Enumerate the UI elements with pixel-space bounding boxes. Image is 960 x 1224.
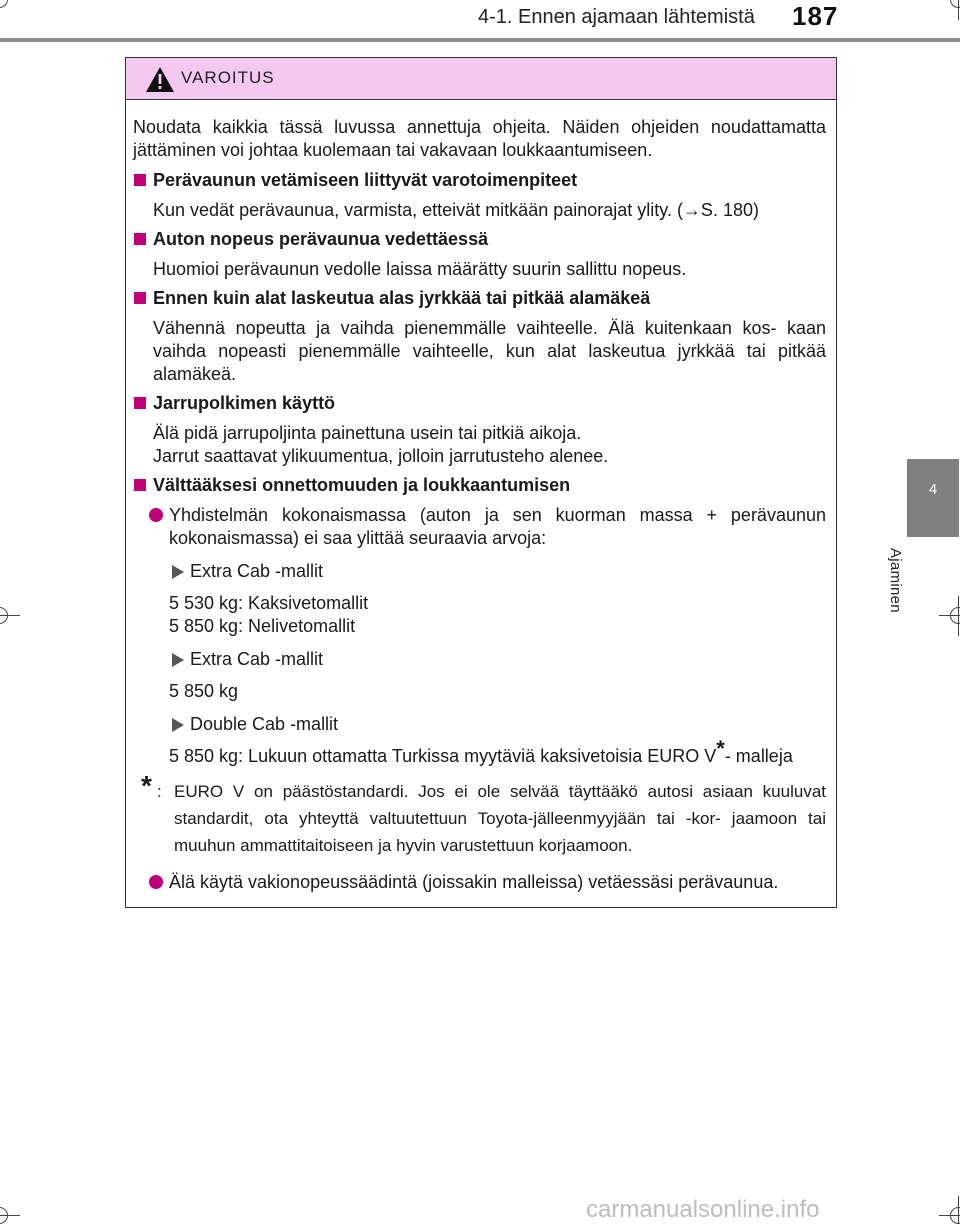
section-marker-icon: [134, 174, 146, 186]
chapter-tab: [907, 459, 959, 537]
crop-mark-bottom-left: [0, 1196, 20, 1224]
page-number: 187: [792, 1, 839, 31]
page-header-title: 4-1. Ennen ajamaan lähtemistä: [478, 6, 755, 28]
arrow-right-icon: [172, 718, 184, 732]
warning-intro: Noudata kaikkia tässä luvussa annettuja ohjeita. Näiden ohjeiden noudattamatta jättäminen voi johtaa kuolemaan tai vakavaan loukkaantumiseen.: [133, 117, 826, 160]
chapter-label: Ajaminen: [887, 548, 904, 613]
header-rule: [0, 38, 960, 42]
warning-header: [126, 58, 836, 100]
section-marker-icon: [134, 479, 146, 491]
model-value: 5 850 kg: [169, 681, 239, 701]
section-body: Huomioi perävaunun vedolle laissa määrätty suurin sallittu nopeus.: [153, 259, 687, 279]
warning-title: VAROITUS: [181, 68, 275, 87]
warning-triangle-icon: [145, 66, 175, 93]
section-body: Vähennä nopeutta ja vaihda pienemmälle vaihteelle. Älä kuitenkaan kos- kaan vaihda nopeasti pienemmälle vaihteelle, kun alat laskeutua jyrkkää tai pitkää alamäkeä.: [153, 318, 826, 384]
watermark: carmanualsonline.info: [586, 1196, 820, 1223]
model-item: Double Cab -mallit: [168, 713, 826, 736]
model-value: 5 850 kg: Lukuun ottamatta Turkissa myytäviä kaksivetoisia EURO V*- malleja: [169, 736, 793, 766]
bullet-item: Älä käytä vakionopeussäädintä (joissakin malleissa) vetäessäsi perävaunua.: [147, 871, 826, 894]
footnote-star: *: [141, 770, 152, 801]
footnote: * : EURO V on päästöstandardi. Jos ei ole selvää täyttääkö autosi asiaan kuuluvat standardit, ota yhteyttä valtuutettuun Toyota-jälleenmyyjään tai -kor- jaamoon tai muuhun ammattitaitoiseen ja hyvin varustettuun korjaamoon.: [141, 770, 826, 855]
crop-mark-mid-right: [939, 596, 960, 636]
section-marker-icon: [134, 397, 146, 409]
section-body-line: Jarrut saattavat ylikuumentua, jolloin jarrutusteho alenee.: [153, 446, 609, 466]
section-title: Jarrupolkimen käyttö: [133, 392, 826, 415]
crop-mark-bottom-right: [939, 1196, 960, 1224]
footnote-ref: *: [716, 736, 725, 761]
crop-mark-mid-left: [0, 596, 20, 636]
model-item: Extra Cab -mallit: [168, 560, 826, 583]
model-value: 5 530 kg: Kaksivetomallit: [169, 593, 369, 613]
section-title: Auton nopeus perävaunua vedettäessä: [133, 228, 826, 251]
crop-mark-top-right: [939, 0, 960, 20]
section-body-line: Älä pidä jarrupoljinta painettuna usein tai pitkiä aikoja.: [153, 423, 582, 443]
bullet-dot-icon: [149, 508, 163, 522]
arrow-right-icon: [172, 653, 184, 667]
warning-body: [126, 100, 836, 894]
crop-mark-top-left: [0, 0, 20, 20]
arrow-right-icon: [172, 565, 184, 579]
bullet-dot-icon: [149, 875, 163, 889]
section-marker-icon: [134, 233, 146, 245]
model-value: 5 850 kg: Nelivetomallit: [169, 616, 356, 636]
section-marker-icon: [134, 292, 146, 304]
warning-box: [125, 57, 837, 908]
bullet-item: Yhdistelmän kokonaismassa (auton ja sen kuorman massa + perävaunun kokonaismassa) ei saa ylittää seuraavia arvoja:: [147, 504, 826, 550]
section-title: Ennen kuin alat laskeutua alas jyrkkää tai pitkää alamäkeä: [133, 287, 826, 310]
section-title: Välttääksesi onnettomuuden ja loukkaantumisen: [133, 474, 826, 497]
model-item: Extra Cab -mallit: [168, 648, 826, 671]
chapter-number: 4: [928, 481, 938, 498]
section-body: Kun vedät perävaunua, varmista, etteivät mitkään painorajat ylity. (→S. 180): [153, 200, 759, 220]
section-title: Perävaunun vetämiseen liittyvät varotoimenpiteet: [133, 169, 826, 192]
